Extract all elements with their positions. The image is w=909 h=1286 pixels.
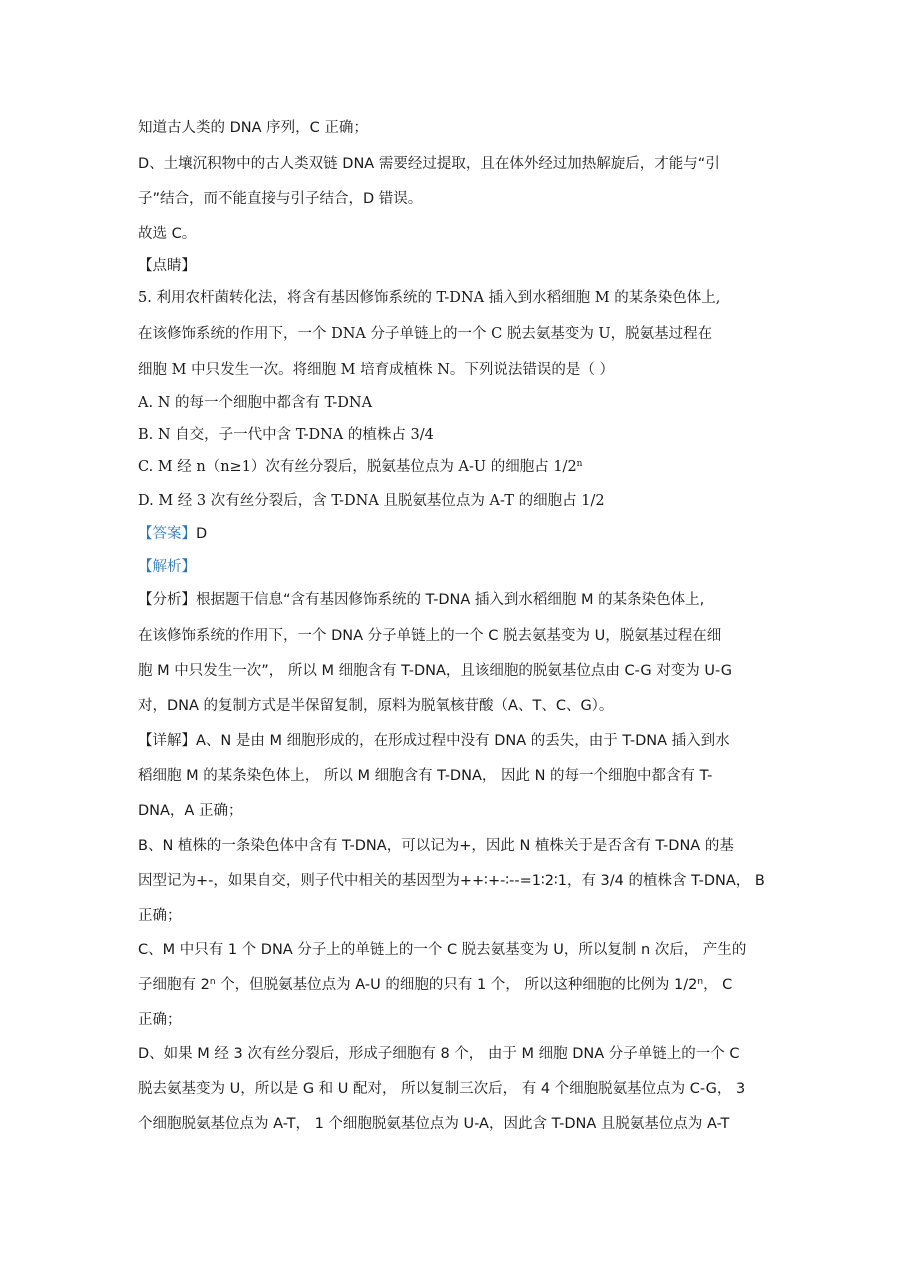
text-segment: 5. 利用农杆菌转化法，将含有基因修饰系统的 T-DNA 插入到水稻细胞 M 的某条染色体上, <box>138 290 721 306</box>
text-segment: C、M 中只有 1 个 DNA 分子上的单链上的一个 C 脱去氨基变为 U，所以复制 n 次后， 产生的 <box>138 942 747 958</box>
text-segment: 正确； <box>138 1012 182 1028</box>
text-segment: B. N 自交，子一代中含 T-DNA 的植株占 3/4 <box>138 427 434 443</box>
text-segment: DNA，A 正确； <box>138 803 243 819</box>
text-line-l11 <box>138 457 582 477</box>
text-line-l26 <box>138 975 732 995</box>
text-line-l05 <box>138 256 196 276</box>
text-line-l04 <box>138 224 196 244</box>
text-line-l03 <box>138 189 422 209</box>
text-segment: ， C <box>703 977 733 993</box>
text-segment: 【详解】A、N 是由 M 细胞形成的，在形成过程中没有 DNA 的丢失，由于 T-DNA 插入到水 <box>138 733 730 749</box>
text-segment: 【解析】 <box>138 559 196 575</box>
superscript: n <box>209 977 216 987</box>
text-line-l24 <box>138 906 182 926</box>
text-segment: D、如果 M 经 3 次有丝分裂后，形成子细胞有 8 个， 由于 M 细胞 DNA 分子单链上的一个 C <box>138 1046 740 1062</box>
text-segment: B、N 植株的一条染色体中含有 T-DNA，可以记为+，因此 N 植株关于是否含有 T-DNA 的基 <box>138 838 734 854</box>
text-line-l30 <box>138 1114 729 1134</box>
text-segment: C. M 经 n（n≥1）次有丝分裂后，脱氨基位点为 A-U 的细胞占 1/2 <box>138 459 577 475</box>
text-line-l21 <box>138 801 242 821</box>
text-segment: 正确； <box>138 908 182 924</box>
superscript: n <box>576 459 583 469</box>
text-segment: 【答案】 <box>138 526 196 542</box>
text-segment: 在该修饰系统的作用下，一个 DNA 分子单链上的一个 C 脱去氨基变为 U，脱氨基过程在 <box>138 326 713 342</box>
text-segment: 故选 C。 <box>138 226 197 242</box>
text-segment: A. N 的每一个细胞中都含有 T-DNA <box>138 395 373 411</box>
text-segment: 胞 M 中只发生一次”， 所以 M 细胞含有 T-DNA，且该细胞的脱氨基位点由 C-G 对变为 U-G <box>138 663 732 679</box>
text-line-l22 <box>138 836 734 856</box>
text-line-l17 <box>138 661 732 681</box>
text-segment: 子细胞有 2 <box>138 977 210 993</box>
text-line-l20 <box>138 766 712 786</box>
text-segment: 稻细胞 M 的某条染色体上， 所以 M 细胞含有 T-DNA， 因此 N 的每一个细胞中都含有 T- <box>138 768 713 784</box>
text-line-l12 <box>138 491 605 511</box>
text-line-l01 <box>138 118 368 138</box>
text-line-l19 <box>138 731 730 751</box>
text-segment: 【点睛】 <box>138 258 196 274</box>
text-line-l25 <box>138 940 746 960</box>
text-segment: D <box>196 526 208 542</box>
text-segment: 子”结合，而不能直接与引子结合，D 错误。 <box>138 191 423 207</box>
text-line-l16 <box>138 626 721 646</box>
text-line-l28 <box>138 1044 740 1064</box>
text-segment: 个，但脱氨基位点为 A-U 的细胞的只有 1 个， 所以这种细胞的比例为 1/2 <box>215 977 698 993</box>
text-line-l27 <box>138 1010 182 1030</box>
text-segment: D. M 经 3 次有丝分裂后，含 T-DNA 且脱氨基位点为 A-T 的细胞占 1/2 <box>138 493 605 509</box>
text-segment: 个细胞脱氨基位点为 A-T， 1 个细胞脱氨基位点为 U-A，因此含 T-DNA 且脱氨基位点为 A-T <box>138 1116 730 1132</box>
text-segment: 在该修饰系统的作用下，一个 DNA 分子单链上的一个 C 脱去氨基变为 U，脱氨基过程在细 <box>138 628 722 644</box>
text-segment: 知道古人类的 DNA 序列，C 正确； <box>138 120 368 136</box>
text-line-l07 <box>138 324 712 344</box>
text-line-l18 <box>138 696 613 716</box>
text-line-l15 <box>138 590 704 610</box>
text-line-l29 <box>138 1079 745 1099</box>
text-line-l10 <box>138 425 434 445</box>
text-segment: 【分析】根据题干信息“含有基因修饰系统的 T-DNA 插入到水稻细胞 M 的某条染色体上, <box>138 592 705 608</box>
text-segment: 因型记为+-，如果自交，则子代中相关的基因型为++∶+-∶--=1∶2∶1，有 3/4 的植株含 T-DNA， B <box>138 873 765 889</box>
text-segment: D、土壤沉积物中的古人类双链 DNA 需要经过提取，且在体外经过加热解旋后，才能与“引 <box>138 156 720 172</box>
superscript: n <box>697 977 704 987</box>
text-segment: 脱去氨基变为 U，所以是 G 和 U 配对， 所以复制三次后， 有 4 个细胞脱氨基位点为 C-G， 3 <box>138 1081 746 1097</box>
text-line-l14 <box>138 557 196 577</box>
text-segment: 对，DNA 的复制方式是半保留复制，原料为脱氧核苷酸（A、T、C、G）。 <box>138 698 614 714</box>
text-line-l23 <box>138 871 765 891</box>
text-line-l13 <box>138 524 207 544</box>
text-segment: 细胞 M 中只发生一次。将细胞 M 培育成植株 N。下列说法错误的是（ ） <box>138 362 615 378</box>
text-line-l02 <box>138 154 720 174</box>
text-line-l06 <box>138 288 720 308</box>
text-line-l08 <box>138 360 614 380</box>
text-line-l09 <box>138 393 372 413</box>
